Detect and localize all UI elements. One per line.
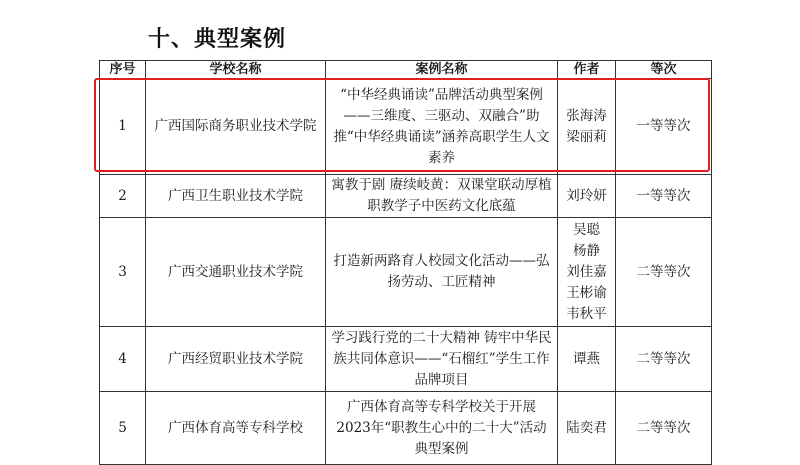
table-row [100, 79, 712, 175]
author-name: 陆奕君 [566, 419, 607, 436]
author-name: 谭燕 [573, 350, 600, 367]
school-name: 广西体育高等专科学校 [146, 392, 326, 465]
table-row [100, 218, 712, 327]
row-number: 2 [100, 175, 146, 218]
school-name: 广西卫生职业技术学院 [146, 175, 326, 218]
case-name: 广西体育高等专科学校关于开展2023年“职教生心中的二十大”活动典型案例 [326, 392, 558, 465]
case-name: “中华经典诵读”品牌活动典型案例——三维度、三驱动、双融合”助推“中华经典诵读”涵养高职学生人文素养 [326, 79, 558, 175]
author-name: 梁丽莉 [566, 128, 607, 145]
case-name: 寓教于剧 赓续岐黄：双课堂联动厚植职教学子中医药文化底蕴 [326, 175, 558, 218]
header-case: 案例名称 [326, 61, 558, 79]
case-name: 打造新两路育人校园文化活动——弘扬劳动、工匠精神 [326, 218, 558, 327]
author-name: 韦秋平 [566, 305, 607, 322]
author-name: 吴聪 [573, 221, 600, 238]
author-cell [558, 392, 616, 465]
row-number: 3 [100, 218, 146, 327]
author-cell [558, 327, 616, 392]
page-title: 十、典型案例 [148, 27, 287, 52]
author-name: 刘佳嘉 [566, 263, 607, 280]
rank: 一等等次 [616, 79, 712, 175]
header-school: 学校名称 [146, 61, 326, 79]
author-name: 刘玲妍 [566, 187, 607, 204]
header-rank: 等次 [616, 61, 712, 79]
row-number: 4 [100, 327, 146, 392]
header-author: 作者 [558, 61, 616, 79]
row-number: 5 [100, 392, 146, 465]
cases-table [99, 60, 712, 465]
author-name: 杨静 [573, 242, 600, 259]
table-row [100, 327, 712, 392]
header-no: 序号 [100, 61, 146, 79]
rank: 二等等次 [616, 218, 712, 327]
author-name: 王彬谕 [566, 284, 607, 301]
author-name: 张海涛 [566, 107, 607, 124]
table-row [100, 175, 712, 218]
case-name: 学习践行党的二十大精神 铸牢中华民族共同体意识——“石榴红”学生工作品牌项目 [326, 327, 558, 392]
school-name: 广西交通职业技术学院 [146, 218, 326, 327]
table-header-row [100, 61, 712, 79]
author-cell [558, 218, 616, 327]
rank: 一等等次 [616, 175, 712, 218]
rank: 二等等次 [616, 327, 712, 392]
school-name: 广西经贸职业技术学院 [146, 327, 326, 392]
author-cell [558, 79, 616, 175]
table-row [100, 392, 712, 465]
rank: 二等等次 [616, 392, 712, 465]
author-cell [558, 175, 616, 218]
row-number: 1 [100, 79, 146, 175]
school-name: 广西国际商务职业技术学院 [146, 79, 326, 175]
